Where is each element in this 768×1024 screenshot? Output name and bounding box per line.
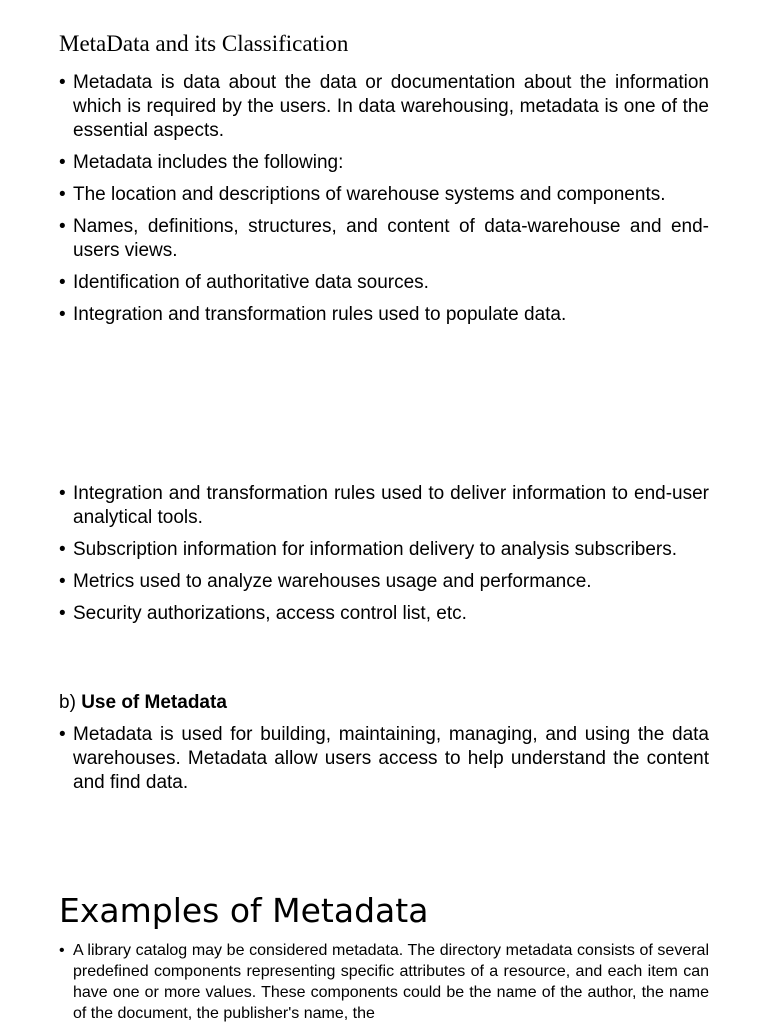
- list-item-text: Identification of authoritative data sources.: [73, 272, 429, 293]
- list-item-text: Names, definitions, structures, and content of data-warehouse and end-users views.: [73, 216, 709, 261]
- list-item: [59, 183, 709, 207]
- list-item: [59, 602, 709, 626]
- page-title: MetaData and its Classification: [59, 31, 349, 56]
- list-item: [59, 71, 709, 143]
- bullet-icon: •: [59, 539, 66, 560]
- bullet-list-examples: [59, 940, 709, 1024]
- list-item: [59, 538, 709, 562]
- bullet-icon: •: [59, 72, 66, 93]
- list-item-text: Metrics used to analyze warehouses usage and performance.: [73, 571, 592, 592]
- list-item-text: Integration and transformation rules used to deliver information to end-user analytical tools.: [73, 483, 709, 528]
- list-item-text: Subscription information for information delivery to analysis subscribers.: [73, 539, 678, 560]
- list-item-text: Metadata is used for building, maintaining, managing, and using the data warehouses. Metadata allow users access to help understand the content and find data.: [73, 724, 709, 793]
- list-item: [59, 151, 709, 175]
- list-item: [59, 570, 709, 594]
- bullet-list-classification: [59, 71, 709, 335]
- bullet-icon: •: [59, 724, 66, 745]
- bullet-icon: •: [59, 942, 65, 959]
- bullet-icon: •: [59, 184, 66, 205]
- bullet-icon: •: [59, 152, 66, 173]
- bullet-icon: •: [59, 304, 66, 325]
- section-heading-use-of-metadata: [59, 691, 227, 715]
- list-item-text: Security authorizations, access control list, etc.: [73, 603, 467, 624]
- list-item: [59, 723, 709, 795]
- list-item-text: The location and descriptions of warehouse systems and components.: [73, 184, 666, 205]
- list-item: [59, 271, 709, 295]
- bullet-icon: •: [59, 272, 66, 293]
- list-item-text: A library catalog may be considered metadata. The directory metadata consists of several predefined components representing specific attributes of a resource, and each item can have one or more values. These components could be the name of the author, the name of the document, the publisher's name, the: [73, 942, 709, 1022]
- list-item: [59, 215, 709, 263]
- list-item: [59, 940, 709, 1024]
- bullet-icon: •: [59, 483, 66, 504]
- section-prefix: b): [59, 692, 82, 713]
- bullet-list-continued: [59, 482, 709, 634]
- list-item: [59, 303, 709, 327]
- list-item-text: Integration and transformation rules used to populate data.: [73, 304, 567, 325]
- bullet-icon: •: [59, 571, 66, 592]
- examples-heading: Examples of Metadata: [59, 891, 429, 930]
- bullet-icon: •: [59, 603, 66, 624]
- bullet-list-use: [59, 723, 709, 803]
- list-item-text: Metadata includes the following:: [73, 152, 344, 173]
- section-label: Use of Metadata: [81, 692, 227, 713]
- list-item-text: Metadata is data about the data or documentation about the information which is required by the users. In data warehousing, metadata is one of the essential aspects.: [73, 72, 709, 141]
- bullet-icon: •: [59, 216, 66, 237]
- list-item: [59, 482, 709, 530]
